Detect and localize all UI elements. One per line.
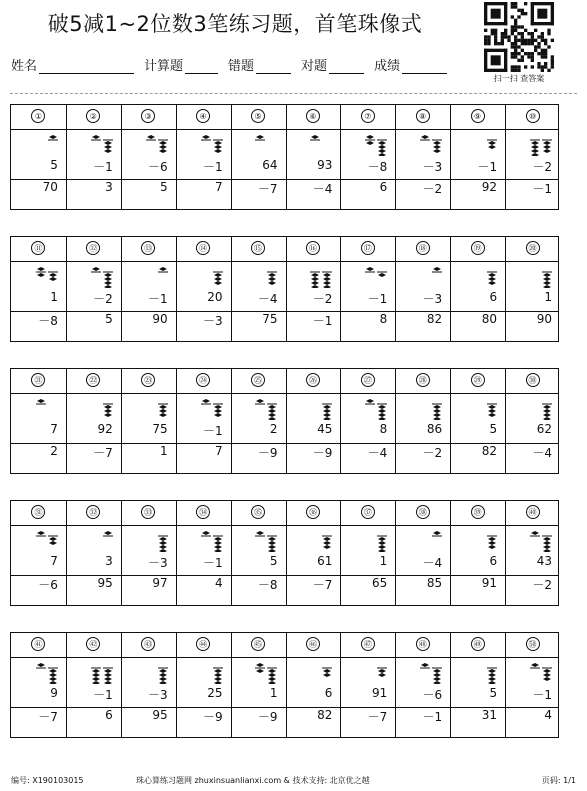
abacus-bead-icon [194,662,224,684]
info-blank-line[interactable] [402,58,447,74]
problem-number: ② [86,109,100,123]
problem-number: ㊳ [416,505,430,519]
page-footer [11,775,576,787]
abacus-bead-icon [523,398,553,420]
operand-second: 65 [372,576,388,590]
problem-number: ⑮ [251,241,265,255]
problem-cell [176,633,231,737]
problem-number: ⑤ [251,109,265,123]
problem-cell [176,501,231,605]
operand-second: －8 [257,578,278,592]
abacus-bead-icon [303,398,333,420]
problem-row [10,104,559,210]
operand-first: 86 [426,422,443,436]
operand-second: －1 [532,182,552,196]
abacus-bead-icon [523,530,553,552]
operand-first: 2 [269,422,278,436]
abacus-bead-icon [139,134,169,156]
abacus-bead-icon [413,266,443,288]
operand-first: 9 [50,686,58,700]
problem-row [10,500,559,606]
abacus-bead-icon [303,266,333,288]
operand-first: 75 [152,422,168,436]
problem-cell [121,633,176,737]
operand-first: －1 [202,556,223,570]
problem-number: ㉜ [86,505,100,519]
problem-cell [395,237,450,341]
problem-cell [231,237,286,341]
page-title: 破5减1~2位数3笔练习题，首笔珠像式 [47,12,423,36]
info-field [301,55,374,74]
problem-cell [286,105,341,209]
abacus-bead-icon [84,266,114,288]
problem-cell [450,633,505,737]
problem-cell [505,105,560,209]
problem-number: ㉓ [141,373,155,387]
problem-cell [450,105,505,209]
footer-code: 编号: X190103015 [11,776,84,785]
operand-second: 90 [152,312,168,326]
abacus-bead-icon [248,134,278,156]
problem-cell [450,501,505,605]
problem-number: ㊽ [416,637,430,651]
problem-number: ⑳ [526,241,540,255]
operand-second: －7 [38,710,58,724]
problem-number: ㉟ [251,505,265,519]
abacus-bead-icon [358,398,388,420]
problem-number: ㊹ [196,637,210,651]
problem-cell [66,633,121,737]
problem-number: ㊷ [86,637,100,651]
problem-number: ③ [141,109,155,123]
operand-first: －6 [422,688,443,702]
problem-cell [121,237,176,341]
problem-cell [286,237,341,341]
info-label: 成绩 [374,59,401,74]
problem-number: ㊴ [471,505,485,519]
operand-second: －7 [257,182,278,196]
problem-cell [231,501,286,605]
operand-second: 97 [152,576,168,590]
operand-first: －1 [93,160,113,174]
operand-second: 90 [536,312,552,326]
problem-number: ㉖ [306,373,320,387]
problem-cell [66,105,121,209]
operand-first: －2 [93,292,113,306]
footer-site: 珠心算练习题网 zhuxinsuanlianxi.com & 技术支持: 北京优之越 [136,776,370,785]
operand-second: 6 [379,180,388,194]
problem-row [10,368,559,474]
abacus-bead-icon [29,134,59,156]
abacus-bead-icon [303,134,333,156]
operand-second: －9 [257,446,278,460]
operand-first: －1 [532,688,552,702]
abacus-bead-icon [413,662,443,684]
operand-second: －7 [93,446,113,460]
info-blank-line[interactable] [329,58,364,74]
abacus-bead-icon [84,530,114,552]
abacus-bead-icon [194,134,224,156]
operand-first: 5 [489,422,498,436]
problem-number: ⑰ [361,241,375,255]
abacus-bead-icon [139,662,169,684]
operand-first: －4 [257,292,278,306]
problem-number: ㊶ [31,637,45,651]
problem-number: ㊿ [526,637,540,651]
operand-first: －1 [202,424,223,438]
problem-cell [340,501,395,605]
abacus-bead-icon [194,398,224,420]
abacus-bead-icon [468,530,498,552]
operand-first: 1 [379,554,388,568]
operand-second: 4 [214,576,223,590]
operand-second: 31 [481,708,498,722]
operand-first: 62 [536,422,552,436]
abacus-bead-icon [194,530,224,552]
problem-row [10,236,559,342]
operand-second: 85 [426,576,443,590]
info-blank-line[interactable] [185,58,218,74]
abacus-bead-icon [358,662,388,684]
operand-first: 1 [544,290,552,304]
operand-second: －8 [38,314,58,328]
problem-number: ㉝ [141,505,155,519]
problem-number: ⑯ [306,241,320,255]
problem-number: ㉚ [526,373,540,387]
operand-second: 80 [481,312,498,326]
problem-cell [450,237,505,341]
problem-number: ⑦ [361,109,375,123]
problem-cell [231,633,286,737]
operand-second: 92 [481,180,498,194]
problem-cell [505,237,560,341]
operand-first: －2 [312,292,333,306]
abacus-bead-icon [358,266,388,288]
problem-number: ㊺ [251,637,265,651]
operand-second: 5 [105,312,113,326]
problem-number: ㊾ [471,637,485,651]
operand-first: 92 [97,422,113,436]
abacus-bead-icon [139,398,169,420]
operand-first: 1 [50,290,58,304]
operand-first: 43 [536,554,552,568]
problem-number: ⑫ [86,241,100,255]
info-field [228,55,301,74]
problem-cell [286,369,341,473]
operand-first: －1 [148,292,168,306]
problem-cell [340,633,395,737]
problem-cell [340,105,395,209]
info-label: 对题 [301,59,328,74]
operand-second: －6 [38,578,58,592]
abacus-bead-icon [139,266,169,288]
operand-second: 6 [105,708,113,722]
info-blank-line[interactable] [39,58,134,74]
operand-first: －8 [367,160,388,174]
operand-first: 93 [317,158,333,172]
operand-second: －7 [312,578,333,592]
problem-number: ㉛ [31,505,45,519]
problem-cell [121,501,176,605]
abacus-bead-icon [29,530,59,552]
info-blank-line[interactable] [256,58,291,74]
operand-first: －4 [422,556,443,570]
operand-second: 95 [97,576,113,590]
problem-cell [176,237,231,341]
problem-cell [66,369,121,473]
operand-first: 20 [207,290,223,304]
problem-number: ㊱ [306,505,320,519]
problem-cell [505,369,560,473]
problem-cell [66,237,121,341]
abacus-bead-icon [413,398,443,420]
problem-number: ⑬ [141,241,155,255]
abacus-bead-icon [413,134,443,156]
operand-second: 82 [317,708,333,722]
abacus-bead-icon [29,398,59,420]
operand-second: 91 [481,576,498,590]
problem-number: ㊲ [361,505,375,519]
info-field [374,55,457,74]
problem-cell [11,237,66,341]
problem-cell [176,105,231,209]
operand-second: －9 [312,446,333,460]
operand-second: －2 [532,578,552,592]
problem-cell [121,369,176,473]
abacus-bead-icon [358,530,388,552]
operand-first: 45 [317,422,333,436]
operand-second: 7 [214,180,223,194]
abacus-bead-icon [413,530,443,552]
operand-first: 91 [372,686,388,700]
problem-row [10,632,559,738]
operand-second: 7 [214,444,223,458]
operand-second: 82 [481,444,498,458]
problem-cell [395,501,450,605]
operand-first: －2 [532,160,552,174]
operand-first: －3 [422,160,443,174]
abacus-bead-icon [248,662,278,684]
operand-first: －3 [148,688,168,702]
abacus-bead-icon [468,134,498,156]
operand-first: 8 [379,422,388,436]
operand-second: －2 [422,182,443,196]
problem-number: ㉕ [251,373,265,387]
problem-cell [286,501,341,605]
abacus-bead-icon [194,266,224,288]
problem-number: ⑨ [471,109,485,123]
abacus-bead-icon [523,266,553,288]
operand-second: 5 [160,180,168,194]
problem-cell [11,369,66,473]
abacus-bead-icon [248,266,278,288]
abacus-bead-icon [523,134,553,156]
operand-first: 1 [269,686,278,700]
operand-second: 8 [379,312,388,326]
abacus-bead-icon [303,662,333,684]
operand-first: －6 [148,160,168,174]
abacus-bead-icon [84,398,114,420]
problem-number: ㉑ [31,373,45,387]
problem-number: ① [31,109,45,123]
operand-second: －9 [202,710,223,724]
operand-second: －1 [422,710,443,724]
problem-cell [66,501,121,605]
problem-cell [121,105,176,209]
problem-number: ㉞ [196,505,210,519]
operand-first: －3 [422,292,443,306]
operand-second: 95 [152,708,168,722]
problem-number: ④ [196,109,210,123]
info-field [144,55,228,74]
problem-number: ⑪ [31,241,45,255]
operand-second: 4 [544,708,552,722]
problem-cell [11,633,66,737]
problem-number: ㊸ [141,637,155,651]
operand-second: －3 [202,314,223,328]
info-label: 姓名 [11,59,38,74]
abacus-bead-icon [358,134,388,156]
operand-first: －1 [477,160,498,174]
operand-first: 64 [262,158,278,172]
problem-number: ㊼ [361,637,375,651]
abacus-bead-icon [468,266,498,288]
problem-cell [231,369,286,473]
operand-second: 75 [262,312,278,326]
operand-second: －2 [422,446,443,460]
problem-number: ㉙ [471,373,485,387]
problem-cell [176,369,231,473]
footer-page: 页码: 1/1 [541,776,576,785]
problem-number: ⑲ [471,241,485,255]
operand-first: 6 [489,554,498,568]
operand-second: 3 [105,180,113,194]
dashed-divider [10,93,577,94]
operand-first: 6 [324,686,333,700]
problem-cell [450,369,505,473]
abacus-bead-icon [84,134,114,156]
operand-first: 3 [105,554,113,568]
problem-cell [395,633,450,737]
problem-number: ⑧ [416,109,430,123]
problem-cell [505,633,560,737]
problem-cell [395,105,450,209]
problem-number: ⑥ [306,109,320,123]
problem-number: ㉒ [86,373,100,387]
problem-number: ⑱ [416,241,430,255]
problem-cell [340,369,395,473]
abacus-bead-icon [29,662,59,684]
problem-cell [286,633,341,737]
operand-second: －4 [367,446,388,460]
operand-first: 61 [317,554,333,568]
operand-first: 7 [50,554,58,568]
abacus-bead-icon [248,530,278,552]
problem-number: ㉗ [361,373,375,387]
problem-number: ㉔ [196,373,210,387]
problem-number: ㉘ [416,373,430,387]
student-info-row [11,55,481,77]
problem-cell [11,105,66,209]
operand-first: 5 [269,554,278,568]
problem-cell [395,369,450,473]
operand-second: －9 [257,710,278,724]
operand-first: －1 [202,160,223,174]
abacus-bead-icon [468,398,498,420]
operand-first: 7 [50,422,58,436]
problem-cell [11,501,66,605]
info-label: 计算题 [144,59,184,74]
operand-second: －1 [312,314,333,328]
abacus-bead-icon [139,530,169,552]
problem-number: ㊻ [306,637,320,651]
abacus-bead-icon [523,662,553,684]
problem-cell [340,237,395,341]
operand-first: 5 [50,158,58,172]
operand-second: －7 [367,710,388,724]
operand-first: －1 [367,292,388,306]
operand-second: 82 [426,312,443,326]
problem-number: ㊵ [526,505,540,519]
operand-first: 5 [489,686,498,700]
operand-first: －1 [93,688,113,702]
problem-number: ⑩ [526,109,540,123]
abacus-bead-icon [303,530,333,552]
operand-second: －4 [312,182,333,196]
abacus-bead-icon [248,398,278,420]
operand-first: 25 [207,686,223,700]
abacus-bead-icon [29,266,59,288]
problem-number: ⑭ [196,241,210,255]
info-label: 错题 [228,59,255,74]
qr-code-image[interactable] [484,2,554,72]
problem-cell [231,105,286,209]
info-field [11,55,144,74]
problem-grid [10,104,559,772]
operand-second: －4 [532,446,552,460]
operand-first: －3 [148,556,168,570]
abacus-bead-icon [84,662,114,684]
operand-second: 70 [42,180,58,194]
qr-caption: 扫一扫 查答案 [493,74,545,83]
operand-first: 6 [489,290,498,304]
operand-second: 1 [160,444,168,458]
abacus-bead-icon [468,662,498,684]
operand-second: 2 [50,444,58,458]
problem-cell [505,501,560,605]
